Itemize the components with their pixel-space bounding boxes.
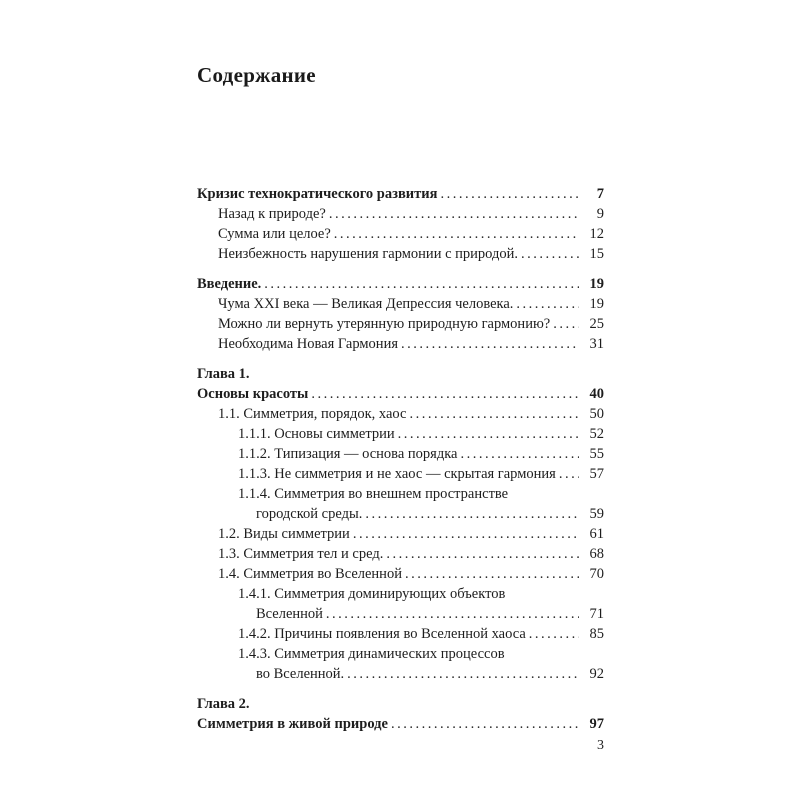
toc-dot-leader bbox=[409, 404, 579, 424]
toc-entry bbox=[197, 334, 604, 354]
toc-dot-leader bbox=[264, 274, 579, 294]
toc-entry-text: 1.4. Симметрия во Вселенной bbox=[218, 566, 402, 582]
toc-entry-text: Кризис технократического развития bbox=[197, 186, 438, 202]
toc-entry bbox=[197, 714, 604, 734]
toc-entry-page-number: 55 bbox=[589, 446, 604, 462]
toc-dot-leader bbox=[329, 204, 579, 224]
toc-entry bbox=[197, 624, 604, 644]
toc-entry-text: 1.1.4. Симметрия во внешнем пространстве bbox=[238, 486, 509, 502]
toc-dot-leader bbox=[391, 714, 579, 734]
toc-section bbox=[197, 694, 604, 734]
toc-entry-text: Назад к природе? bbox=[218, 206, 326, 222]
toc-entry bbox=[197, 314, 604, 334]
toc-entry-text: Необходима Новая Гармония bbox=[218, 336, 398, 352]
toc-entry-page-number: 97 bbox=[589, 716, 604, 732]
toc-entry-page-number: 57 bbox=[589, 466, 604, 482]
toc-dot-leader bbox=[311, 384, 579, 404]
footer-page-number: 3 bbox=[597, 738, 604, 753]
toc-entry-page-number: 70 bbox=[589, 566, 604, 582]
toc-entry-text: Симметрия в живой природе bbox=[197, 716, 388, 732]
toc-entry-page-number: 59 bbox=[589, 506, 604, 522]
toc-dot-leader bbox=[559, 464, 579, 484]
toc-entry bbox=[197, 444, 604, 464]
toc-section bbox=[197, 364, 604, 684]
toc-dot-leader bbox=[326, 604, 579, 624]
toc-entry bbox=[197, 464, 604, 484]
toc-dot-leader bbox=[553, 314, 579, 334]
toc-entry-text: Введение. bbox=[197, 276, 262, 292]
toc-entry-text: Сумма или целое? bbox=[218, 226, 331, 242]
toc-entry-text: 1.4.2. Причины появления во Вселенной хаоса bbox=[238, 626, 526, 642]
toc-dot-leader bbox=[334, 224, 579, 244]
toc-entry bbox=[197, 424, 604, 444]
toc-section bbox=[197, 184, 604, 264]
toc-entry-page-number: 52 bbox=[589, 426, 604, 442]
toc-entry-page-number: 15 bbox=[589, 246, 604, 262]
toc-dot-leader bbox=[521, 244, 579, 264]
toc-entry bbox=[197, 504, 604, 524]
toc-entry-text: 1.2. Виды симметрии bbox=[218, 526, 350, 542]
toc-entry-page-number: 50 bbox=[589, 406, 604, 422]
toc-entry bbox=[197, 644, 604, 664]
toc-dot-leader bbox=[460, 444, 579, 464]
toc-dot-leader bbox=[529, 624, 579, 644]
toc-entry bbox=[197, 204, 604, 224]
toc-entry-page-number: 71 bbox=[589, 606, 604, 622]
page-title: Содержание bbox=[197, 63, 316, 87]
toc-dot-leader bbox=[365, 504, 579, 524]
toc-entry-text: городской среды. bbox=[256, 506, 363, 522]
toc-entry-page-number: 19 bbox=[589, 296, 604, 312]
toc-entry bbox=[197, 544, 604, 564]
toc-entry-text: 1.1.3. Не симметрия и не хаос — скрытая гармония bbox=[238, 466, 556, 482]
toc-dot-leader bbox=[347, 664, 579, 684]
toc-entry-text: во Вселенной. bbox=[256, 666, 345, 682]
toc-entry-text: Основы красоты bbox=[197, 386, 309, 402]
toc-entry-page-number: 61 bbox=[589, 526, 604, 542]
toc-entry bbox=[197, 484, 604, 504]
toc-dot-leader bbox=[386, 544, 579, 564]
toc-entry bbox=[197, 364, 604, 384]
toc-entry bbox=[197, 604, 604, 624]
toc-entry-page-number: 12 bbox=[589, 226, 604, 242]
page-content bbox=[197, 62, 604, 734]
toc-dot-leader bbox=[440, 184, 579, 204]
toc-entry bbox=[197, 224, 604, 244]
toc-entry-page-number: 31 bbox=[589, 336, 604, 352]
toc-entry bbox=[197, 664, 604, 684]
toc-dot-leader bbox=[405, 564, 579, 584]
toc-entry-text: Глава 1. bbox=[197, 366, 250, 382]
toc-entry bbox=[197, 564, 604, 584]
toc-entry-text: 1.3. Симметрия тел и сред. bbox=[218, 546, 384, 562]
toc-entry bbox=[197, 584, 604, 604]
toc-entry-text: Глава 2. bbox=[197, 696, 250, 712]
toc-entry bbox=[197, 294, 604, 314]
toc-entry-text: Можно ли вернуть утерянную природную гармонию? bbox=[218, 316, 551, 332]
toc-entry-text: Неизбежность нарушения гармонии с природой. bbox=[218, 246, 519, 262]
toc-entry-page-number: 9 bbox=[596, 206, 604, 222]
toc-entry-page-number: 7 bbox=[596, 186, 604, 202]
toc-entry-text: 1.1. Симметрия, порядок, хаос bbox=[218, 406, 407, 422]
toc-entry-page-number: 19 bbox=[589, 276, 604, 292]
toc-entry-page-number: 68 bbox=[589, 546, 604, 562]
toc-list bbox=[197, 184, 604, 734]
toc-entry-text: 1.4.1. Симметрия доминирующих объектов bbox=[238, 586, 506, 602]
toc-entry-page-number: 25 bbox=[589, 316, 604, 332]
toc-dot-leader bbox=[401, 334, 579, 354]
toc-entry-text: Чума XXI века — Великая Депрессия человека. bbox=[218, 296, 514, 312]
toc-entry bbox=[197, 524, 604, 544]
toc-entry bbox=[197, 244, 604, 264]
toc-entry-text: 1.1.2. Типизация — основа порядка bbox=[238, 446, 458, 462]
toc-entry-page-number: 40 bbox=[589, 386, 604, 402]
toc-entry-text: 1.4.3. Симметрия динамических процессов bbox=[238, 646, 505, 662]
toc-entry bbox=[197, 694, 604, 714]
toc-entry bbox=[197, 404, 604, 424]
toc-section bbox=[197, 274, 604, 354]
toc-dot-leader bbox=[353, 524, 579, 544]
toc-entry bbox=[197, 184, 604, 204]
toc-entry-text: 1.1.1. Основы симметрии bbox=[238, 426, 395, 442]
toc-entry-page-number: 85 bbox=[589, 626, 604, 642]
toc-dot-leader bbox=[516, 294, 579, 314]
toc-entry bbox=[197, 384, 604, 404]
toc-entry bbox=[197, 274, 604, 294]
toc-dot-leader bbox=[398, 424, 579, 444]
toc-entry-text: Вселенной bbox=[256, 606, 323, 622]
toc-entry-page-number: 92 bbox=[589, 666, 604, 682]
